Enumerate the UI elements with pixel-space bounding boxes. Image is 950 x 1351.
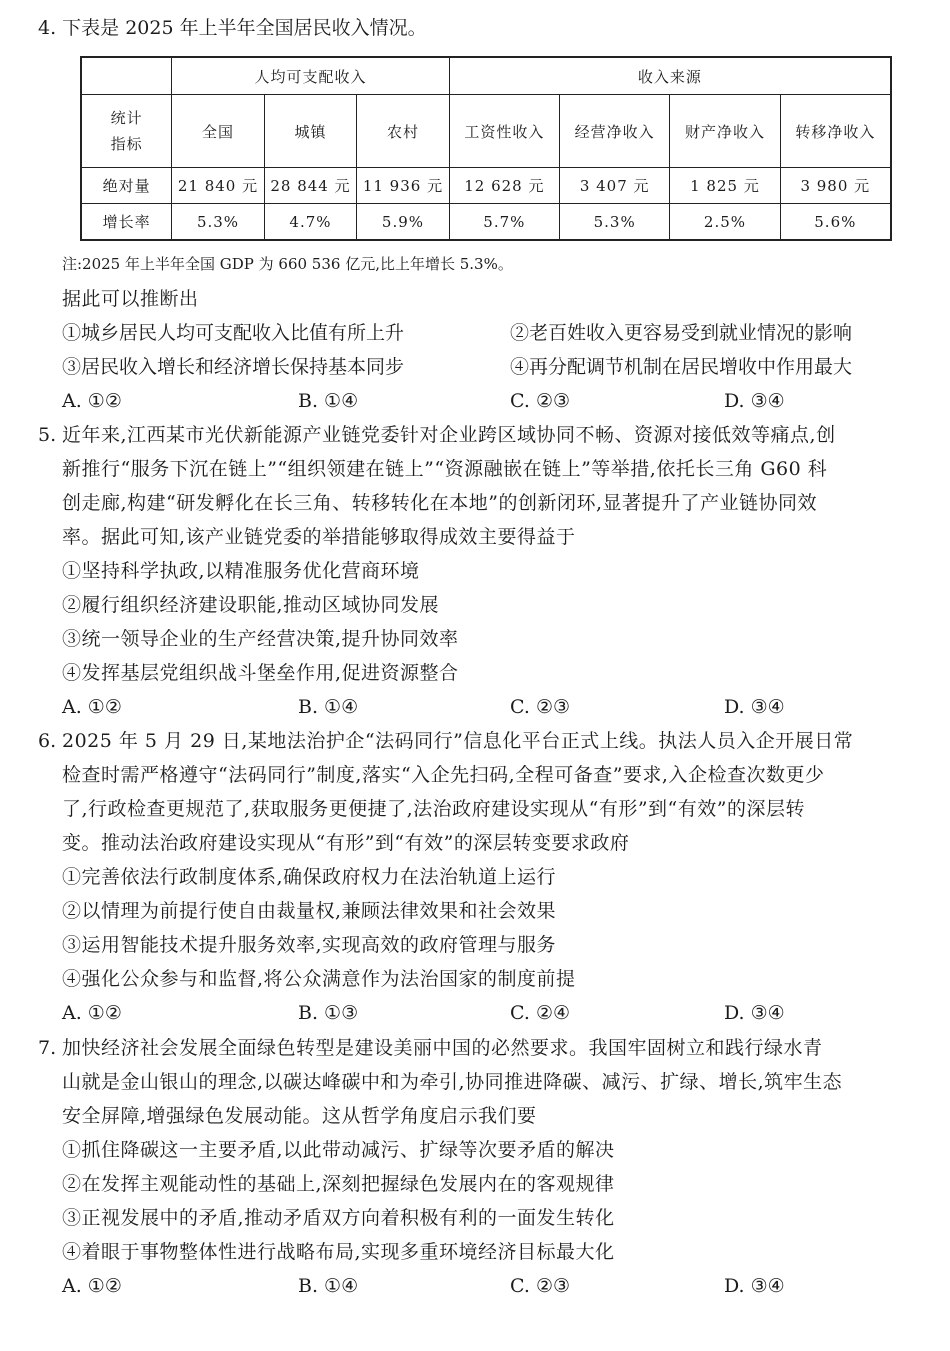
table-cell: 21 840 元 [172,168,264,204]
q4-item-row [62,350,922,384]
table-cell: 5.3% [172,204,264,241]
q5-number: 5. [38,424,57,446]
column-header: 工资性收入 [449,95,559,168]
table-cell: 5.6% [780,204,891,241]
q6-number: 6. [38,730,57,752]
q5-item: ①坚持科学执政,以精准服务优化营商环境 [62,560,420,582]
q4-stem: 据此可以推断出 [62,288,199,310]
q6-stem-line: 检查时需严格遵守“法码同行”制度,落实“入企先扫码,全程可备查”要求,入企检查次数更少 [62,764,825,786]
q4-item-row [62,316,922,350]
q7-stem-line: 山就是金山银山的理念,以碳达峰碳中和为牵引,协同推进降碳、减污、扩绿、增长,筑牢生态 [62,1071,843,1093]
q6-stem-line: 2025 年 5 月 29 日,某地法治护企“法码同行”信息化平台正式上线。执法人员入企开展日常 [62,730,854,752]
column-header: 经营净收入 [560,95,670,168]
option-b[interactable]: B. ①④ [298,1275,359,1297]
option-a[interactable]: A. ①② [62,1002,122,1024]
table-cell: 28 844 元 [264,168,356,204]
table-cell: 4.7% [264,204,356,241]
table-cell: 3 980 元 [780,168,891,204]
q4-options [62,384,922,418]
column-header: 农村 [357,95,449,168]
option-b[interactable]: B. ①④ [298,390,359,412]
q6-options [62,996,922,1030]
q6-stem-line: 了,行政检查更规范了,获取服务更便捷了,法治政府建设实现从“有形”到“有效”的深层转 [62,798,805,820]
column-header: 城镇 [264,95,356,168]
q5-item: ③统一领导企业的生产经营决策,提升协同效率 [62,628,459,650]
column-header: 全国 [172,95,264,168]
option-d[interactable]: D. ③④ [724,1002,785,1024]
q5-stem-line: 近年来,江西某市光伏新能源产业链党委针对企业跨区域协同不畅、资源对接低效等痛点,创 [62,424,836,446]
q4-item: ④再分配调节机制在居民增收中作用最大 [510,356,853,378]
q4-item: ①城乡居民人均可支配收入比值有所上升 [62,322,405,344]
column-header: 财产净收入 [670,95,780,168]
option-b[interactable]: B. ①③ [298,1002,359,1024]
q5-stem-line: 创走廊,构建“研发孵化在长三角、转移转化在本地”的创新闭环,显著提升了产业链协同效 [62,492,818,514]
q6-stem-line: 变。推动法治政府建设实现从“有形”到“有效”的深层转变要求政府 [62,832,630,854]
q4-item: ②老百姓收入更容易受到就业情况的影响 [510,322,853,344]
option-d[interactable]: D. ③④ [724,696,785,718]
option-c[interactable]: C. ②③ [510,696,571,718]
group-header-income: 人均可支配收入 [172,57,449,95]
indicator-line2: 指标 [110,135,143,153]
q7-options [62,1269,922,1303]
indicator-line1: 统计 [110,109,143,127]
table-corner [81,57,172,95]
q4-item: ③居民收入增长和经济增长保持基本同步 [62,356,405,378]
q7-stem-line: 安全屏障,增强绿色发展动能。这从哲学角度启示我们要 [62,1105,537,1127]
q6-item: ②以情理为前提行使自由裁量权,兼顾法律效果和社会效果 [62,900,557,922]
indicator-header [81,95,172,168]
option-c[interactable]: C. ②③ [510,390,571,412]
q4-table-note: 注:2025 年上半年全国 GDP 为 660 536 亿元,比上年增长 5.3%。 [62,255,513,273]
table-cell: 2.5% [670,204,780,241]
option-a[interactable]: A. ①② [62,1275,122,1297]
table-cell: 1 825 元 [670,168,780,204]
option-b[interactable]: B. ①④ [298,696,359,718]
q5-item: ④发挥基层党组织战斗堡垒作用,促进资源整合 [62,662,459,684]
table-cell: 5.9% [357,204,449,241]
table-cell: 3 407 元 [560,168,670,204]
option-a[interactable]: A. ①② [62,390,122,412]
table-cell: 12 628 元 [449,168,559,204]
option-d[interactable]: D. ③④ [724,1275,785,1297]
table-row [81,168,891,204]
option-a[interactable]: A. ①② [62,696,122,718]
q7-item: ②在发挥主观能动性的基础上,深刻把握绿色发展内在的客观规律 [62,1173,615,1195]
q5-stem-line: 率。据此可知,该产业链党委的举措能够取得成效主要得益于 [62,526,576,548]
table-row [81,204,891,241]
income-table [80,56,892,241]
q6-item: ④强化公众参与和监督,将公众满意作为法治国家的制度前提 [62,968,576,990]
row-label: 增长率 [81,204,172,241]
q7-item: ④着眼于事物整体性进行战略布局,实现多重环境经济目标最大化 [62,1241,615,1263]
q6-item: ③运用智能技术提升服务效率,实现高效的政府管理与服务 [62,934,557,956]
q5-stem-line: 新推行“服务下沉在链上”“组织领建在链上”“资源融嵌在链上”等举措,依托长三角 G60 科 [62,458,828,480]
row-label: 绝对量 [81,168,172,204]
q5-item: ②履行组织经济建设职能,推动区域协同发展 [62,594,440,616]
q7-number: 7. [38,1037,57,1059]
option-c[interactable]: C. ②③ [510,1275,571,1297]
table-cell: 5.3% [560,204,670,241]
q4-intro: 4. 下表是 2025 年上半年全国居民收入情况。 [38,17,427,39]
q7-stem-line: 加快经济社会发展全面绿色转型是建设美丽中国的必然要求。我国牢固树立和践行绿水青 [62,1037,823,1059]
q7-item: ③正视发展中的矛盾,推动矛盾双方向着积极有利的一面发生转化 [62,1207,615,1229]
group-header-source: 收入来源 [449,57,891,95]
q5-options [62,690,922,724]
q6-item: ①完善依法行政制度体系,确保政府权力在法治轨道上运行 [62,866,557,888]
column-header: 转移净收入 [780,95,891,168]
q7-item: ①抓住降碳这一主要矛盾,以此带动减污、扩绿等次要矛盾的解决 [62,1139,615,1161]
option-c[interactable]: C. ②④ [510,1002,571,1024]
table-cell: 11 936 元 [357,168,449,204]
table-cell: 5.7% [449,204,559,241]
option-d[interactable]: D. ③④ [724,390,785,412]
